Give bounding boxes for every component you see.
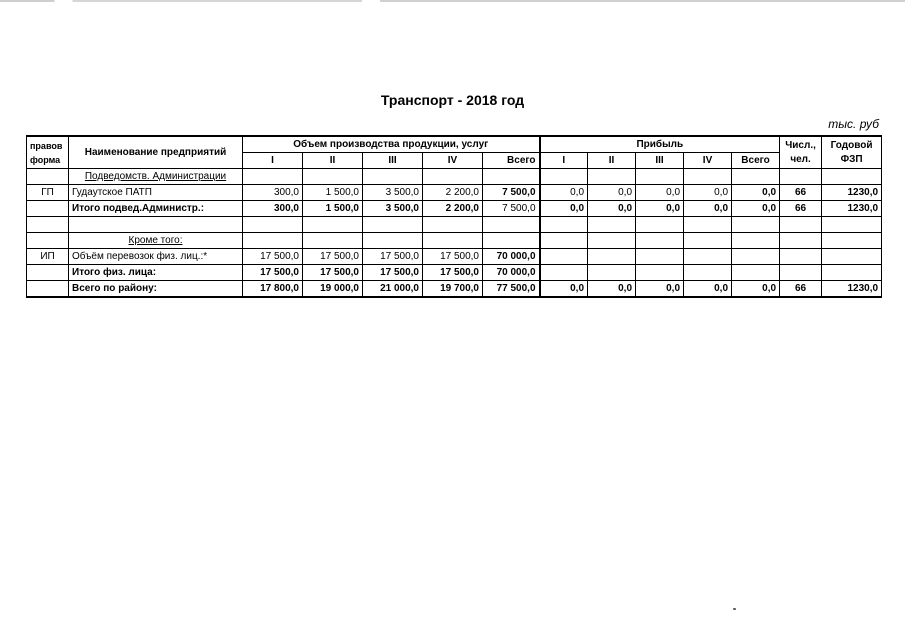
- subtotal-row: Итого физ. лица: 17 500,0 17 500,0 17 500,0 17 500,0 70 000,0: [27, 265, 882, 281]
- scan-speck: [733, 608, 736, 610]
- header-prod-q1: I: [243, 153, 303, 169]
- header-prod-q3: III: [363, 153, 423, 169]
- header-name: Наименование предприятий: [69, 136, 243, 169]
- header-prod-q4: IV: [423, 153, 483, 169]
- name-cell: Объём перевозок физ. лиц.:*: [69, 249, 243, 265]
- header-profit-q1: I: [540, 153, 588, 169]
- total-row: Всего по району: 17 800,0 19 000,0 21 000,0 19 700,0 77 500,0 0,0 0,0 0,0 0,0 0,0 66 1230,0: [27, 281, 882, 298]
- units-label: тыс. руб: [828, 117, 879, 131]
- section-row: [27, 169, 882, 185]
- table-row: ГП Гудаутское ПАТП 300,0 1 500,0 3 500,0 2 200,0 7 500,0 0,0 0,0 0,0 0,0 0,0 66 1230,0: [27, 185, 882, 201]
- header-prod-total: Всего: [483, 153, 540, 169]
- header-production: Объем производства продукции, услуг: [243, 136, 540, 153]
- header-row-1: [27, 136, 882, 153]
- header-fzp: Годовой ФЗП: [822, 136, 882, 169]
- name-cell: Всего по району:: [69, 281, 243, 298]
- section-label: Кроме того:: [69, 233, 243, 249]
- report-table: [26, 135, 882, 298]
- header-prod-q2: II: [303, 153, 363, 169]
- subtotal-row: Итого подвед.Администр.: 300,0 1 500,0 3 500,0 2 200,0 7 500,0 0,0 0,0 0,0 0,0 0,0 66 1230,0: [27, 201, 882, 217]
- header-profit-q2: II: [588, 153, 636, 169]
- page-title: Транспорт - 2018 год: [380, 92, 525, 108]
- header-profit-q4: IV: [684, 153, 732, 169]
- empty-row: [27, 217, 882, 233]
- header-profit-q3: III: [636, 153, 684, 169]
- header-form: правов форма: [27, 136, 69, 169]
- header-profit-total: Всего: [732, 153, 780, 169]
- section-label: Подведомств. Администрации: [69, 169, 243, 185]
- table-row: ИП Объём перевозок физ. лиц.:* 17 500,0 17 500,0 17 500,0 17 500,0 70 000,0: [27, 249, 882, 265]
- scan-edge: [0, 0, 905, 2]
- name-cell: Итого подвед.Администр.:: [69, 201, 243, 217]
- form-cell: ГП: [27, 185, 69, 201]
- header-profit: Прибыль: [540, 136, 780, 153]
- section-row: [27, 233, 882, 249]
- header-staff: Числ., чел.: [780, 136, 822, 169]
- name-cell: Гудаутское ПАТП: [69, 185, 243, 201]
- name-cell: Итого физ. лица:: [69, 265, 243, 281]
- form-cell: ИП: [27, 249, 69, 265]
